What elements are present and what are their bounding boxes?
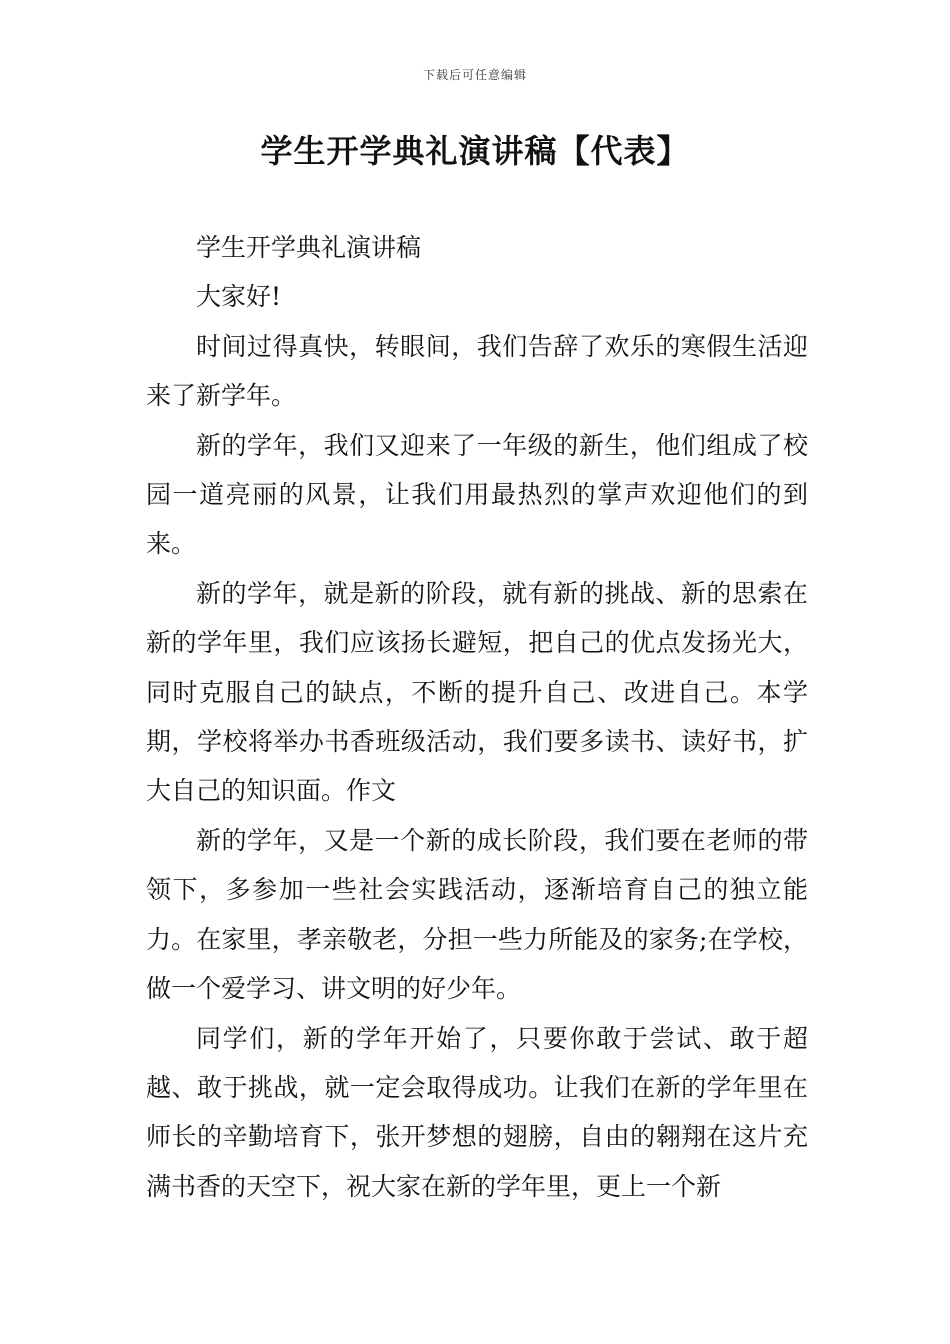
paragraph: 时间过得真快，转眼间，我们告辞了欢乐的寒假生活迎来了新学年。 <box>146 331 808 411</box>
paragraph: 同学们，新的学年开始了，只要你敢于尝试、敢于超越、敢于挑战，就一定会取得成功。让我们在新的学年里在师长的辛勤培育下，张开梦想的翅膀，自由的翱翔在这片充满书香的天空下，祝大家在新的学年里，更上一个新 <box>146 1023 808 1201</box>
document-body <box>146 223 808 1211</box>
document-title: 学生开学典礼演讲稿【代表】 <box>260 132 690 170</box>
paragraph-greeting: 大家好! <box>196 282 282 312</box>
paragraph: 新的学年，又是一个新的成长阶段，我们要在老师的带领下，多参加一些社会实践活动，逐渐培育自己的独立能力。在家里，孝亲敬老，分担一些力所能及的家务;在学校，做一个爱学习、讲文明的好少年。 <box>146 825 808 1004</box>
paragraph: 新的学年，我们又迎来了一年级的新生，他们组成了校园一道亮丽的风景，让我们用最热烈的掌声欢迎他们的到来。 <box>146 430 808 559</box>
paragraph-speech-title: 学生开学典礼演讲稿 <box>196 233 422 262</box>
paragraph: 新的学年，就是新的阶段，就有新的挑战、新的思索在新的学年里，我们应该扬长避短，把自己的优点发扬光大，同时克服自己的缺点，不断的提升自己、改进自己。本学期，学校将举办书香班级活动，我们要多读书、读好书，扩大自己的知识面。作文 <box>146 578 808 806</box>
header-note: 下载后可任意编辑 <box>422 68 527 82</box>
